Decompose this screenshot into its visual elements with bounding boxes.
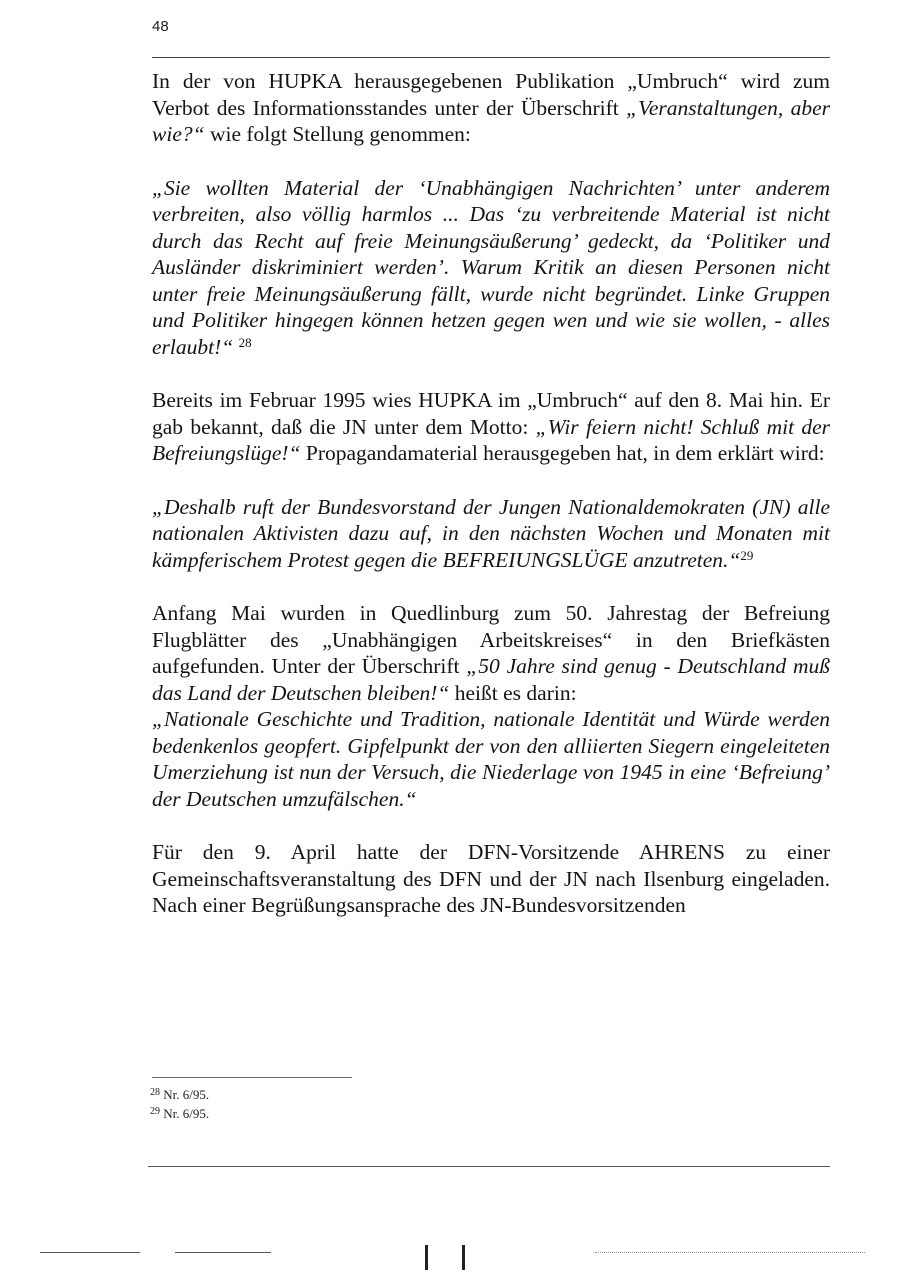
scan-edge-line-center-left [175,1252,271,1253]
footnote-28-number: 28 [150,1087,160,1098]
quote-3 [152,706,830,812]
paragraph-2-text: Bereits im Februar 1995 wies HUPKA im „Umbruch“ auf den 8. Mai hin. Er gab bekannt, daß die JN unter dem Motto: [152,388,830,439]
footer-rule [148,1166,830,1167]
quote-2 [152,494,830,574]
footnote-28-text: Nr. 6/95. [163,1087,210,1102]
quote-3-text: „Nationale Geschichte und Tradition, nationale Identität und Würde werden bedenkenlos geopfert. Gipfelpunkt der von den alliierten Siegern eingeleiteten Umerziehung ist nun der Versuch, die Niederlage von 1945 in eine ‘Befreiung’ der Deutschen umzufälschen.“ [152,707,830,811]
paragraph-3-text: Anfang Mai wurden in Quedlinburg zum 50. Jahrestag der Befreiung Flugblätter des „Unabhängigen Arbeitskreises“ in den Briefkästen aufgefunden. Unter der Überschrift [152,601,830,678]
scan-edge-line-left [40,1252,140,1253]
paragraph-1-text-end: wie folgt Stellung genommen: [204,122,471,146]
quote-2-text: „Deshalb ruft der Bundesvorstand der Jungen Nationaldemokraten (JN) alle nationalen Aktivisten dazu auf, in den nächsten Wochen und Monaten mit kämpferischem Protest gegen die BEFREIUNGSLÜGE anzutreten.“ [152,494,830,572]
main-text [152,68,830,919]
paragraph-1-text: In der von HUPKA herausgegebenen Publikation „Umbruch“ wird zum Verbot des Informationsstandes unter der Überschrift [152,69,830,120]
paragraph-4: Für den 9. April hatte der DFN-Vorsitzende AHRENS zu einer Gemeinschaftsveranstaltung des DFN und der JN nach Ilsenburg eingeladen. Nach einer Begrüßungsansprache des JN-Bundesvorsitzenden [152,840,830,917]
paragraph-2 [152,387,830,467]
paragraph-3-text-end: heißt es darin: [449,680,577,705]
footnote-29-text: Nr. 6/95. [163,1106,210,1121]
quote-1 [152,175,830,361]
scan-edge-line-right [595,1252,865,1253]
footnote-28 [150,1085,209,1104]
paragraph-1 [152,68,830,148]
scan-mark-right [462,1245,465,1270]
footnote-rule [152,1077,352,1078]
footnotes [150,1085,209,1123]
paragraph-1-heading-quote: „Veranstaltungen, aber wie?“ [152,95,830,146]
footnote-29 [150,1104,209,1123]
footnote-ref-29: 29 [740,547,754,563]
paragraph-3-heading-quote: „50 Jahre sind genug - Deutschland muß das Land der Deutschen bleiben!“ [152,654,831,705]
footnote-29-number: 29 [150,1106,160,1117]
scan-mark-left [425,1245,428,1270]
quote-1-text: „Sie wollten Material der ‘Unabhängigen Nachrichten’ unter anderem verbreiten, also völlig harmlos ... Das ‘zu verbreitende Material ist nicht durch das Recht auf freie Meinungsäußerung’ gedeckt, da ‘Politiker und Ausländer diskriminiert werden’. Warum Kritik an diesen Personen nicht unter freie Meinungsäußerung fällt, wurde nicht begründet. Linke Gruppen und Politiker hingegen können hetzen gegen wen und wie sie wollen, - alles erlaubt!“ [152,175,830,359]
paragraph-2-text-end: Propagandamaterial herausgegeben hat, in dem erklärt wird: [300,441,825,465]
header-rule [152,57,830,58]
paragraph-3 [152,600,830,706]
footnote-ref-28: 28 [238,334,252,350]
page-number: 48 [152,18,169,35]
paragraph-2-motto: „Wir feiern nicht! Schluß mit der Befreiungslüge!“ [152,414,830,465]
